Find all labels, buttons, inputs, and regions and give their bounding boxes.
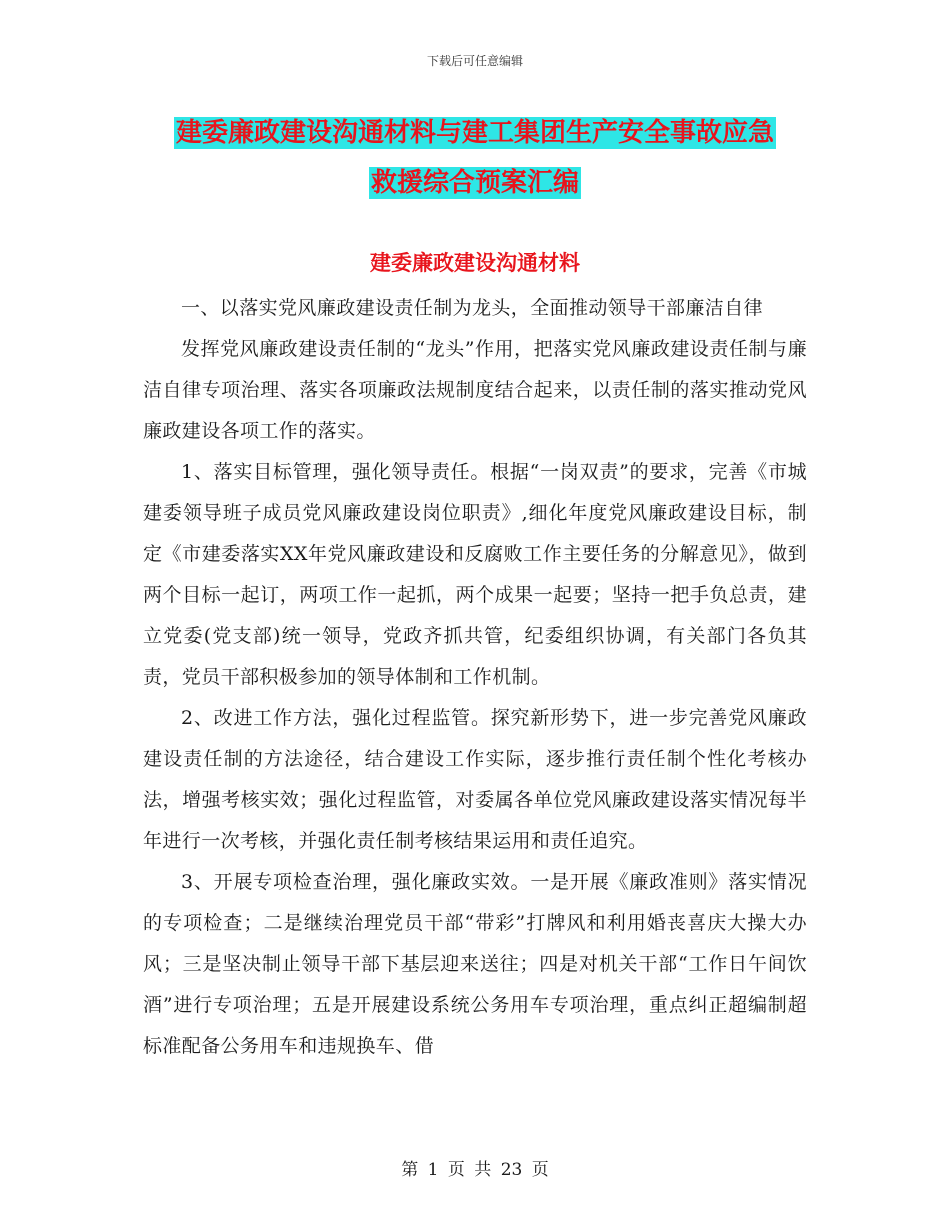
document-title-line-1: 建委廉政建设沟通材料与建工集团生产安全事故应急 <box>175 118 774 148</box>
header-note: 下载后可任意编辑 <box>426 54 523 68</box>
paragraph: 3、开展专项检查治理，强化廉政实效。一是开展《廉政准则》落实情况的专项检查；二是继续治理党员干部“带彩”打牌风和利用婚丧喜庆大操大办风；三是坚决制止领导干部下基层迎来送往；四是对机关干部“工作日午间饮酒”进行专项治理；五是开展建设系统公务用车专项治理，重点纠正超编制超标准配备公务用车和违规换车、借 <box>143 871 807 1057</box>
page-footer: 第 1 页 共 23 页 <box>401 1160 549 1180</box>
paragraph: 发挥党风廉政建设责任制的“龙头”作用，把落实党风廉政建设责任制与廉洁自律专项治理、落实各项廉政法规制度结合起来，以责任制的落实推动党风廉政建设各项工作的落实。 <box>143 338 807 442</box>
paragraph-heading-1: 一、以落实党风廉政建设责任制为龙头，全面推动领导干部廉洁自律 <box>181 297 764 319</box>
section-title: 建委廉政建设沟通材料 <box>370 250 580 275</box>
document-title-line-2: 救援综合预案汇编 <box>370 168 579 198</box>
paragraph: 2、改进工作方法，强化过程监管。探究新形势下，进一步完善党风廉政建设责任制的方法途径，结合建设工作实际，逐步推行责任制个性化考核办法，增强考核实效；强化过程监管，对委属各单位党风廉政建设落实情况每半年进行一次考核，并强化责任制考核结果运用和责任追究。 <box>143 707 807 852</box>
document-body <box>143 288 807 1067</box>
document-title <box>140 108 810 208</box>
paragraph: 1、落实目标管理，强化领导责任。根据“一岗双责”的要求，完善《市城建委领导班子成员党风廉政建设岗位职责》,细化年度党风廉政建设目标，制定《市建委落实XX年党风廉政建设和反腐败工作主要任务的分解意见》，做到两个目标一起订，两项工作一起抓，两个成果一起要；坚持一把手负总责，建立党委(党支部)统一领导，党政齐抓共管，纪委组织协调，有关部门各负其责，党员干部积极参加的领导体制和工作机制。 <box>143 461 807 688</box>
